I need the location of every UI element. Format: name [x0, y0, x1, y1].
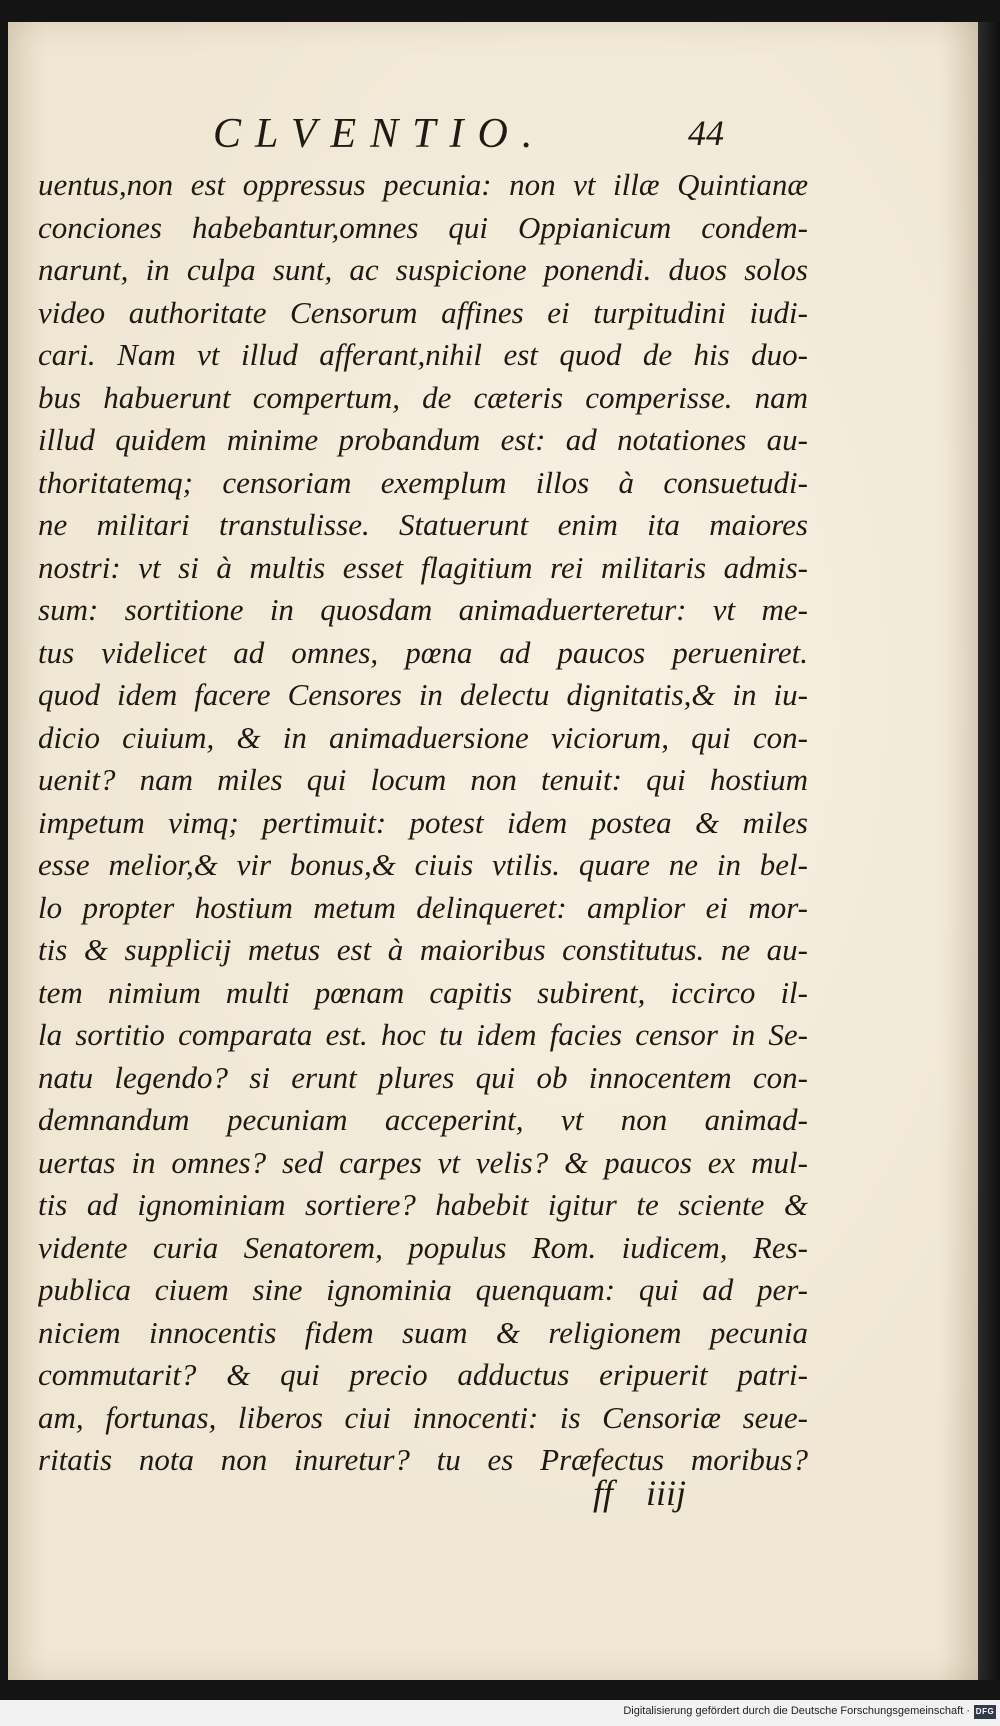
- running-title: CLVENTIO.: [213, 111, 547, 157]
- text-line: nostri: vt si à multis esset flagitium rei militaris admis-: [38, 549, 808, 585]
- text-line: quod idem facere Censores in delectu dignitatis,& in iu-: [38, 677, 808, 712]
- funding-credit: Digitalisierung gefördert durch die Deutsche Forschungsgemeinschaft ·: [623, 1705, 970, 1717]
- text-line: video authoritate Censorum affines ei turpitudini iudi-: [38, 294, 808, 330]
- text-line: tis & supplicij metus est à maioribus constitutus. ne au-: [38, 932, 808, 967]
- running-head: [8, 92, 978, 157]
- book-page: [8, 22, 978, 1680]
- text-line: am, fortunas, liberos ciui innocenti: is Censoriæ seue-: [38, 1399, 808, 1435]
- text-line: cari. Nam vt illud afferant,nihil est quod de his duo-: [38, 337, 808, 372]
- text-line: la sortitio comparata est. hoc tu idem facies censor in Se-: [38, 1017, 808, 1052]
- binding-shadow: [978, 22, 1000, 1680]
- text-line: lo propter hostium metum delinqueret: amplior ei mor-: [38, 889, 808, 925]
- signature-mark: ff iiij: [593, 1473, 687, 1513]
- text-line: niciem innocentis fidem suam & religionem pecunia: [38, 1314, 808, 1350]
- text-line: tis ad ignominiam sortiere? habebit igitur te sciente &: [38, 1187, 808, 1222]
- text-line: vidente curia Senatorem, populus Rom. iudicem, Res-: [38, 1229, 808, 1265]
- text-line: impetum vimq; pertimuit: potest idem postea & miles: [38, 804, 808, 840]
- text-line: commutarit? & qui precio adductus eripuerit patri-: [38, 1357, 808, 1392]
- text-line: ritatis nota non inuretur? tu es Præfectus moribus?: [38, 1442, 808, 1477]
- text-line: sum: sortitione in quosdam animaduerteretur: vt me-: [38, 592, 808, 627]
- text-line: uentus,non est oppressus pecunia: non vt illæ Quintianæ: [38, 167, 808, 202]
- text-line: illud quidem minime probandum est: ad notationes au-: [38, 422, 808, 457]
- body-text: [38, 164, 808, 1482]
- text-line: tus videlicet ad omnes, pœna ad paucos perueniret.: [38, 634, 808, 670]
- text-line: conciones habebantur,omnes qui Oppianicum condem-: [38, 209, 808, 245]
- text-line: narunt, in culpa sunt, ac suspicione ponendi. duos solos: [38, 252, 808, 287]
- text-line: demnandum pecuniam acceperint, vt non animad-: [38, 1102, 808, 1137]
- text-line: uenit? nam miles qui locum non tenuit: qui hostium: [38, 762, 808, 797]
- text-line: esse melior,& vir bonus,& ciuis vtilis. quare ne in bel-: [38, 847, 808, 882]
- text-line: thoritatemq; censoriam exemplum illos à consuetudi-: [38, 464, 808, 500]
- text-line: uertas in omnes? sed carpes vt velis? & paucos ex mul-: [38, 1144, 808, 1180]
- text-line: bus habuerunt compertum, de cæteris comperisse. nam: [38, 379, 808, 415]
- text-line: natu legendo? si erunt plures qui ob innocentem con-: [38, 1059, 808, 1095]
- footer-bar: [0, 1700, 1000, 1726]
- text-line: ne militari transtulisse. Statuerunt enim ita maiores: [38, 507, 808, 542]
- text-line: publica ciuem sine ignominia quenquam: qui ad per-: [38, 1272, 808, 1307]
- text-line: tem nimium multi pœnam capitis subirent, iccirco il-: [38, 974, 808, 1010]
- dfg-logo-icon: DFG: [974, 1705, 996, 1719]
- page-number: 44: [688, 113, 724, 153]
- text-line: dicio ciuium, & in animaduersione viciorum, qui con-: [38, 719, 808, 755]
